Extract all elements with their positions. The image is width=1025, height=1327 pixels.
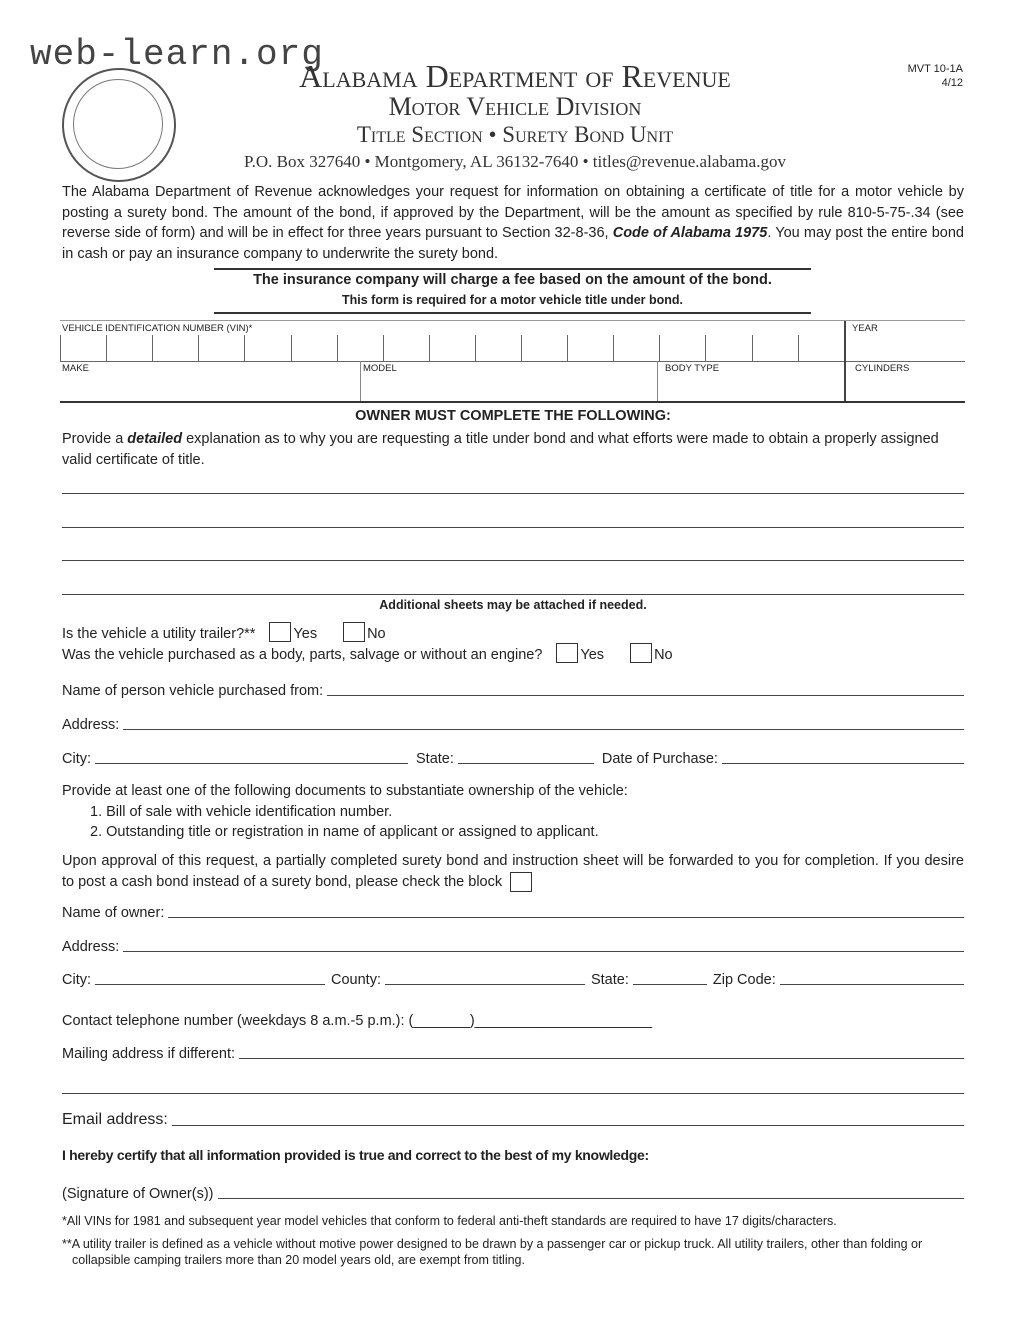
label: Address: [62, 939, 120, 955]
owner-city-county-state-zip[interactable] [62, 972, 964, 988]
no-checkbox[interactable] [630, 643, 652, 663]
vin-character-box[interactable] [152, 335, 199, 361]
label: Address: [62, 717, 120, 733]
footnote-trailer: **A utility trailer is defined as a vehicle without motive power designed to be drawn by a passenger car or pickup truck. All utility trailers, other than folding or collapsible camping trailers more than 20 model years old, are exempt from titling. [62, 1237, 923, 1267]
label: Name of owner: [62, 905, 165, 921]
model-label: MODEL [363, 363, 397, 374]
vin-character-box[interactable] [705, 335, 752, 361]
great-seal-logo [62, 68, 176, 182]
vin-character-box[interactable] [106, 335, 153, 361]
agency-address: P.O. Box 327640 • Montgomery, AL 36132-7640 • titles@revenue.alabama.gov [244, 152, 786, 171]
make-label: MAKE [62, 363, 89, 374]
vin-character-box[interactable] [60, 335, 107, 361]
code-reference: Code of Alabama 1975 [612, 225, 768, 241]
salvage-question [62, 643, 964, 663]
mailing-address-field[interactable] [62, 1046, 964, 1062]
approval-paragraph [62, 851, 964, 892]
owner-heading: OWNER MUST COMPLETE THE FOLLOWING: [355, 408, 671, 424]
form-date: 4/12 [941, 77, 963, 89]
yes-checkbox[interactable] [556, 643, 578, 663]
email-field[interactable] [62, 1111, 964, 1129]
divider [214, 268, 811, 270]
divider [214, 312, 811, 314]
emphasis: detailed [127, 431, 183, 447]
label: State: [590, 972, 629, 988]
owner-name-field[interactable] [62, 905, 964, 921]
question-text: Is the vehicle a utility trailer?** [62, 626, 256, 642]
yes-checkbox[interactable] [269, 622, 291, 642]
utility-trailer-question [62, 622, 964, 642]
seller-city-state-date[interactable] [62, 751, 964, 767]
vin-character-box[interactable] [429, 335, 476, 361]
no-label: No [654, 647, 673, 663]
label: State: [416, 751, 454, 767]
division-title: Motor Vehicle Division [388, 92, 642, 121]
explanation-instructions [62, 429, 964, 470]
owner-address-field[interactable] [62, 939, 964, 955]
vin-character-box[interactable] [521, 335, 568, 361]
cash-bond-checkbox[interactable] [510, 872, 532, 892]
form-id [908, 62, 963, 90]
text: explanation as to why you are requesting a title under bond and what efforts were made to obtain a properly assigned valid certificate of title. [62, 431, 939, 468]
vin-character-box[interactable] [244, 335, 291, 361]
approval-text: Upon approval of this request, a partially completed surety bond and instruction sheet will be forwarded to you for completion. If you desire to post a cash bond instead of a surety bond, please check the block [62, 853, 964, 890]
text: Provide a [62, 431, 128, 447]
label: Name of person vehicle purchased from: [62, 683, 324, 699]
body-type-label: BODY TYPE [665, 363, 720, 374]
label: Contact telephone number (weekdays 8 a.m.-5 p.m.): (_______)______________________ [62, 1013, 653, 1029]
intro-paragraph [62, 182, 964, 264]
vin-character-box[interactable] [337, 335, 384, 361]
vin-character-box[interactable] [291, 335, 338, 361]
no-checkbox[interactable] [343, 622, 365, 642]
additional-sheets-note: Additional sheets may be attached if needed. [379, 598, 647, 612]
yes-label: Yes [293, 626, 318, 642]
documents-list [62, 781, 628, 843]
label: Date of Purchase: [601, 751, 718, 767]
yes-label: Yes [580, 647, 605, 663]
year-label: YEAR [852, 323, 878, 334]
watermark: web-learn.org [30, 34, 324, 75]
explanation-line-2[interactable] [62, 527, 964, 528]
question-text: Was the vehicle purchased as a body, parts, salvage or without an engine? [62, 647, 543, 663]
vin-label: VEHICLE IDENTIFICATION NUMBER (VIN)* [62, 323, 253, 334]
label: (Signature of Owner(s)) [62, 1186, 214, 1202]
section-title: Title Section • Surety Bond Unit [356, 122, 674, 147]
no-label: No [367, 626, 386, 642]
vehicle-info-grid [60, 320, 965, 403]
footnote-vin: *All VINs for 1981 and subsequent year model vehicles that conform to federal anti-theft standards are required to have 17 digits/characters. [62, 1214, 837, 1228]
fee-notice: The insurance company will charge a fee based on the amount of the bond. [253, 272, 772, 288]
label: City: [62, 751, 91, 767]
vin-character-box[interactable] [752, 335, 799, 361]
seller-address-field[interactable] [62, 717, 964, 733]
intro-text-end: . You may post the entire bond in cash or pay an insurance company to underwrite the surety bond. [62, 225, 964, 262]
seller-name-field[interactable] [62, 683, 964, 699]
label: Zip Code: [712, 972, 776, 988]
label: Email address: [62, 1111, 168, 1128]
agency-title: Alabama Department of Revenue [299, 58, 731, 94]
explanation-line-1[interactable] [62, 493, 964, 494]
label: City: [62, 972, 91, 988]
mailing-address-line-2[interactable] [62, 1093, 964, 1094]
vin-character-box[interactable] [198, 335, 245, 361]
doc-item: 1. Bill of sale with vehicle identification number. [90, 803, 393, 820]
form-number: MVT 10-1A [907, 63, 963, 75]
intro-text: The Alabama Department of Revenue acknowledges your request for information on obtaining a certificate of title for a motor vehicle by posting a surety bond. The amount of the bond, if approved by the Department, will be the amount as specified by rule 810-5-75-.34 (see reverse side of form) and will be in effect for three years pursuant to Section 32-8-36, [62, 184, 964, 241]
vin-character-box[interactable] [613, 335, 660, 361]
vin-character-box[interactable] [567, 335, 614, 361]
vin-character-box[interactable] [475, 335, 522, 361]
cylinders-label: CYLINDERS [855, 363, 910, 374]
vin-character-box[interactable] [383, 335, 430, 361]
label: Mailing address if different: [62, 1046, 236, 1062]
signature-field[interactable] [62, 1186, 964, 1202]
doc-item: 2. Outstanding title or registration in name of applicant or assigned to applicant. [90, 824, 599, 840]
vin-character-box[interactable] [659, 335, 706, 361]
certification-statement: I hereby certify that all information provided is true and correct to the best of my knowledge: [62, 1147, 649, 1163]
vin-character-box[interactable] [798, 335, 845, 361]
explanation-line-3[interactable] [62, 560, 964, 561]
explanation-line-4[interactable] [62, 594, 964, 595]
phone-field[interactable] [62, 1013, 964, 1029]
form-notice: This form is required for a motor vehicle title under bond. [341, 293, 683, 307]
docs-intro: Provide at least one of the following documents to substantiate ownership of the vehicle: [62, 783, 628, 799]
label: County: [331, 972, 381, 988]
